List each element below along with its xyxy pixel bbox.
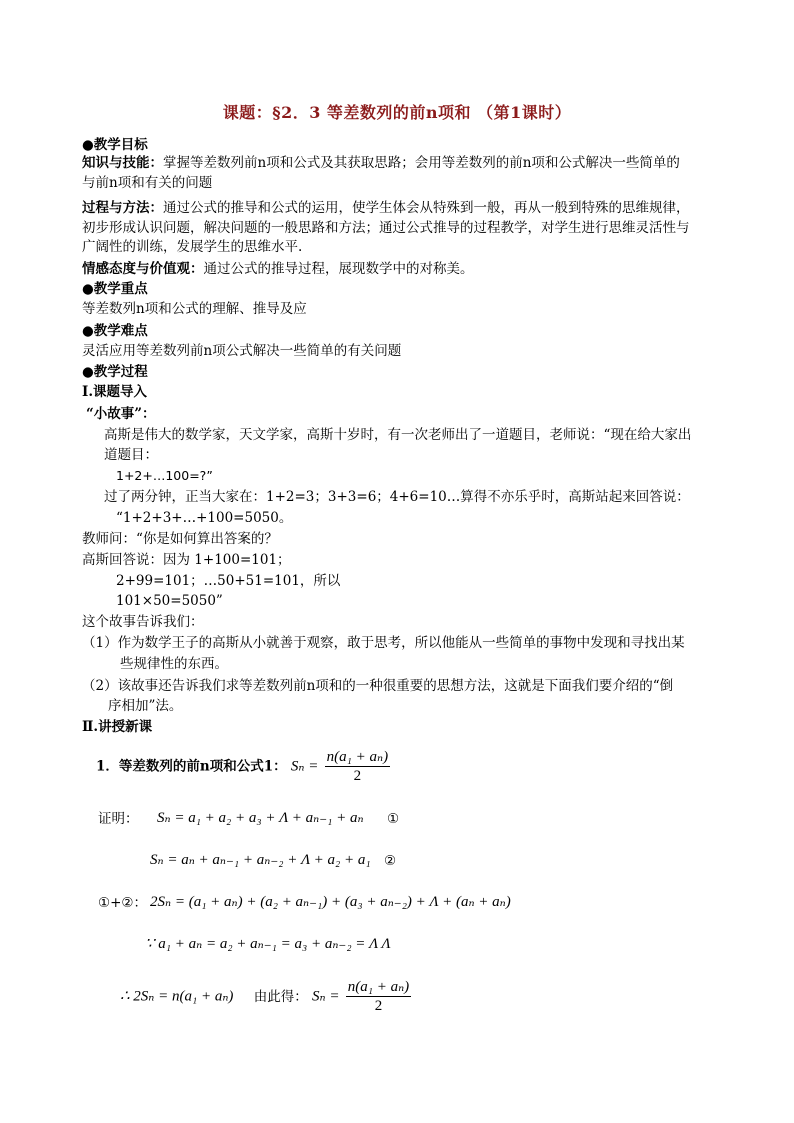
- conclusion-fraction: [346, 978, 411, 1015]
- story-line-2: 道题目：: [104, 447, 158, 463]
- equation-2-mark: ②: [384, 853, 397, 869]
- conclusion-line: [120, 978, 413, 1015]
- point-1-line-1: （1）作为数学王子的高斯从小就善于观察，敢于思考，所以他能从一些简单的事物中发现和寻找出某: [82, 635, 685, 651]
- equation-5: ∴ 2Sₙ = n(a₁ + aₙ): [120, 988, 234, 1005]
- formula-lhs: Sₙ =: [290, 758, 319, 775]
- section-1-heading: Ⅰ.课题导入: [82, 384, 148, 400]
- process-line-2: 初步形成认识问题，解决问题的一般思路和方法；通过公式推导的过程教学，对学生进行思维灵活性与: [82, 220, 690, 236]
- key-points-text: 等差数列n项和公式的理解、推导及应: [82, 301, 307, 317]
- story-line-5: “1+2+3+…+100=5050。: [116, 510, 293, 526]
- point-2-line-1: （2）该故事还告诉我们求等差数列前n项和的一种很重要的思想方法，这就是下面我们要介绍的“倒: [82, 678, 674, 694]
- difficulties-text: 灵活应用等差数列前n项公式解决一些简单的有关问题: [82, 343, 402, 359]
- formula-1-line: [96, 748, 392, 785]
- knowledge-text: 掌握等差数列前n项和公式及其获取思路；会用等差数列的前n项和公式解决一些简单的: [163, 155, 680, 171]
- equation-2: Sₙ = aₙ + aₙ₋₁ + aₙ₋₂ + Λ + a₂ + a₁: [150, 852, 371, 868]
- equation-1-mark: ①: [387, 811, 400, 827]
- process-label: 过程与方法：: [82, 200, 163, 216]
- equation-3: 2Sₙ = (a₁ + aₙ) + (a₂ + aₙ₋₁) + (a₃ + aₙ₋₂) + Λ + (aₙ + aₙ): [150, 894, 511, 910]
- process-text: 通过公式的推导和公式的运用，使学生体会从特殊到一般，再从一般到特殊的思维规律，: [163, 200, 690, 216]
- difficulties-heading: ●教学难点: [82, 323, 148, 339]
- formula-fraction: [325, 748, 390, 785]
- objectives-heading: ●教学目标: [82, 137, 148, 153]
- point-1-line-2: 些规律性的东西。: [120, 656, 228, 672]
- story-line-4: 过了两分钟，正当大家在：1+2=3；3+3=6；4+6=10…算得不亦乐乎时，高斯站起来回答说：: [104, 489, 690, 505]
- gauss-answer-1: 高斯回答说：因为 1+100=101；: [82, 552, 291, 568]
- section-2-heading: Ⅱ.讲授新课: [82, 719, 153, 735]
- point-2-line-2: 序相加”法。: [108, 698, 183, 714]
- lesson-title: 课题：§2．3 等差数列的前n项和 （第1课时）: [222, 103, 572, 122]
- formula-label: 1．等差数列的前n项和公式1：: [96, 758, 287, 775]
- formula-numerator: n(a₁ + aₙ): [326, 749, 389, 765]
- story-line-3: 1+2+…100=?”: [116, 468, 213, 483]
- story-label: “小故事”：: [86, 406, 156, 422]
- equation-4: ∵ a₁ + aₙ = a₂ + aₙ₋₁ = a₃ + aₙ₋₂ = Λ Λ: [145, 936, 391, 952]
- formula-denominator: 2: [353, 768, 362, 784]
- equation-1: Sₙ = a₁ + a₂ + a₃ + Λ + aₙ₋₁ + aₙ: [157, 810, 364, 826]
- process-line-3: 广阔性的训练，发展学生的思维水平.: [82, 239, 303, 255]
- process-heading: ●教学过程: [82, 364, 148, 380]
- emotion-text: 通过公式的推导过程，展现数学中的对称美。: [203, 261, 474, 277]
- knowledge-line-1: [82, 154, 680, 172]
- lesson-line: 这个故事告诉我们：: [82, 614, 204, 630]
- knowledge-line-2: 与前n项和有关的问题: [82, 175, 213, 191]
- emotion-line: [82, 260, 474, 278]
- proof-label: 证明：: [98, 811, 139, 827]
- gauss-answer-2: 2+99=101；…50+51=101，所以: [116, 573, 341, 589]
- teacher-question: 教师问：“你是如何算出答案的？: [82, 531, 278, 547]
- conclusion-lhs: Sₙ =: [312, 988, 340, 1005]
- knowledge-label: 知识与技能：: [82, 155, 163, 171]
- gauss-answer-3: 101×50=5050”: [116, 593, 223, 609]
- emotion-label: 情感态度与价值观：: [82, 261, 204, 277]
- key-points-heading: ●教学重点: [82, 281, 148, 297]
- conclusion-denominator: 2: [374, 998, 383, 1014]
- story-line-1: 高斯是伟大的数学家，天文学家，高斯十岁时，有一次老师出了一道题目，老师说：“现在给大家出: [104, 427, 692, 443]
- process-line-1: [82, 199, 690, 217]
- hence-label: 由此得：: [253, 988, 308, 1005]
- sum-label: ①+②：: [98, 895, 148, 911]
- conclusion-numerator: n(a₁ + aₙ): [347, 979, 410, 995]
